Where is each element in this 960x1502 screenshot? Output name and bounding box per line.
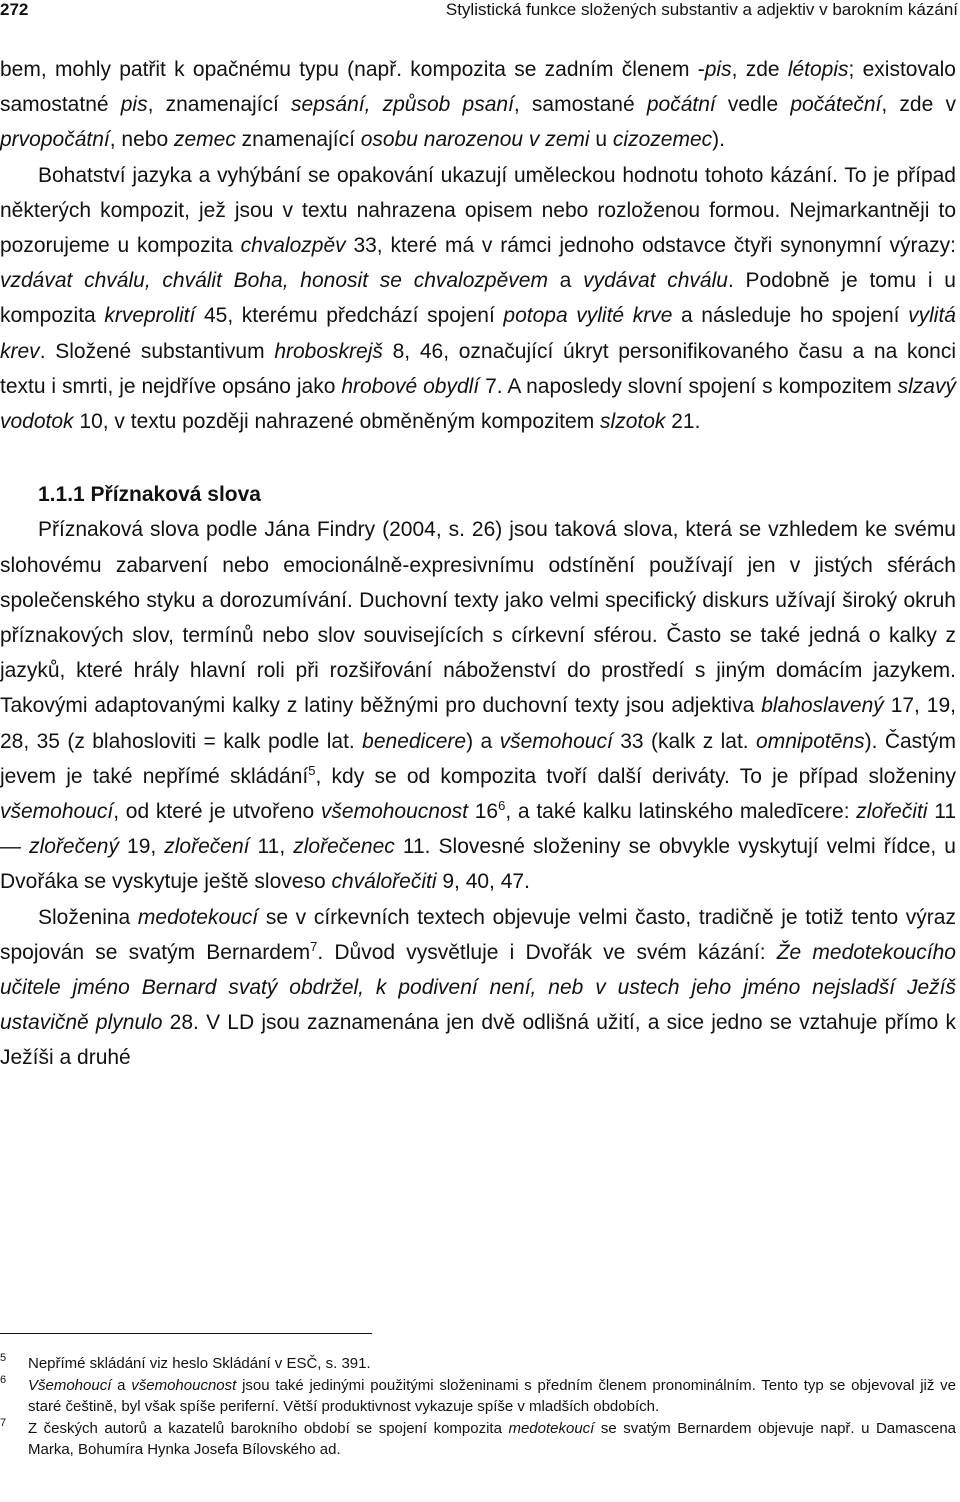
footnote-ref-7[interactable]: 7 — [310, 938, 318, 954]
footnote-7: 7 Z českých autorů a kazatelů barokního období se spojení kompozita medotekoucí se svatým Bernardem objevuje např. u Damascena Marka, Bohumíra Hynka Josefa Bílovského ad. — [0, 1418, 956, 1461]
paragraph-priznakova-slova: Příznaková slova podle Jána Findry (2004, s. 26) jsou taková slova, která se vzhledem ke svému slohovému zabarvení nebo emocionálně-expresivnímu odstínění používají jen v jistých sférách společenského styku a dorozumívání. Duchovní texty jako velmi specifický diskurs užívají široký okruh příznakových slov, termínů nebo slov souvisejících s církevní sférou. Často se také jedná o kalky z jazyků, které hrály hlavní roli při rozšiřování náboženství do prostředí s jiným domácím jazykem. Takovými adaptovanými kalky z latiny běžnými pro duchovní texty jsou adjektiva blahoslavený 17, 19, 28, 35 (z blahosloviti = kalk podle lat. benedicere) a všemohoucí 33 (kalk z lat. omnipotēns). Častým jevem je také nepřímé skládání$^5$, kdy se od kompozita tvoří další deriváty. To je případ složeniny všemohoucí, od které je utvořeno všemohoucnost $16^6$, a také kalku latinského maledīcere: zlořečiti 11 — zlořečený 19, zlořečení 11, zlořečenec 11. Slovesné složeniny se obvykle vyskytují velmi řídce, u Dvořáka se vyskytuje ještě sloveso chválořečiti 9, 40, 47. — [0, 518, 957, 894]
footnote-number: 7 — [0, 1416, 7, 1429]
paragraph-continuation: bem, mohly patřit k opačnému typu (např. kompozita se zadním členem -pis, zde létopis; existovalo samostatné pis, znamenající sepsání, způsob psaní, samostané počátní vedle počáteční, zde v prvopočátní, nebo zemec znamenající osobu narozenou v zemi u cizozemec). — [0, 58, 956, 152]
footnote-number: 6 — [0, 1373, 7, 1386]
page-header — [0, 0, 960, 26]
footnote-6: 6 Všemohoucí a všemohoucnost jsou také jedinými použitými složeninami s předním členem pronominálním. Tento typ se objevoval již ve staré češtině, byl však spíše periferní. Větší produktivnost vykazuje spíše v mladších obdobích. — [0, 1375, 956, 1418]
footnote-divider — [0, 1333, 372, 1334]
running-title: Stylistická funkce složených substantiv a adjektiv v barokním kázání — [445, 0, 958, 19]
footnotes — [0, 1353, 956, 1461]
section-heading: 1.1.1 Příznaková slova — [38, 483, 261, 507]
footnote-ref-5[interactable]: 5 — [308, 762, 316, 778]
footnote-5: 5 Nepřímé skládání viz heslo Skládání v ESČ, s. 391. — [0, 1353, 956, 1375]
page-number: 272 — [0, 0, 29, 19]
footnote-ref-6[interactable]: 6 — [498, 798, 506, 814]
body-text — [0, 52, 956, 1076]
footnote-number: 5 — [0, 1352, 7, 1364]
paragraph-bohatstvi: Bohatství jazyka a vyhýbání se opakování ukazují uměleckou hodnotu tohoto kázání. To je případ některých kompozit, jež jsou v textu nahrazena opisem nebo rozloženou formou. Nejmarkantněji to pozorujeme u kompozita chvalozpěv 33, které má v rámci jednoho odstavce čtyři synonymní výrazy: vzdávat chválu, chválit Boha, honosit se chvalozpěvem a vydávat chválu. Podobně je tomu i u kompozita krveprolití 45, kterému předchází spojení potopa vylité krve a následuje ho spojení vylitá krev. Složené substantivum hroboskrejš 8, 46, označující úkryt personifikovaného času a na konci textu i smrti, je nejdříve opsáno jako hrobové obydlí 7. A naposledy slovní spojení s kompozitem slzavý vodotok 10, v textu později nahrazené obměněným kompozitem slzotok 21. — [0, 163, 957, 434]
paragraph-medotekouci: Složenina medotekoucí se v církevních textech objevuje velmi často, tradičně je totiž tento výraz spojován se svatým Bernardem$^7$. Důvod vysvětluje i Dvořák ve svém kázání: Že medotekoucího učitele jméno Bernard svatý obdržel, k podivení není, neb v ustech jeho jméno nejsladší Ježíš ustavičně plynulo 28. V LD jsou zaznamenána jen dvě odlišná užití, a sice jedno se vztahuje přímo k Ježíši a druhé — [0, 905, 956, 1070]
